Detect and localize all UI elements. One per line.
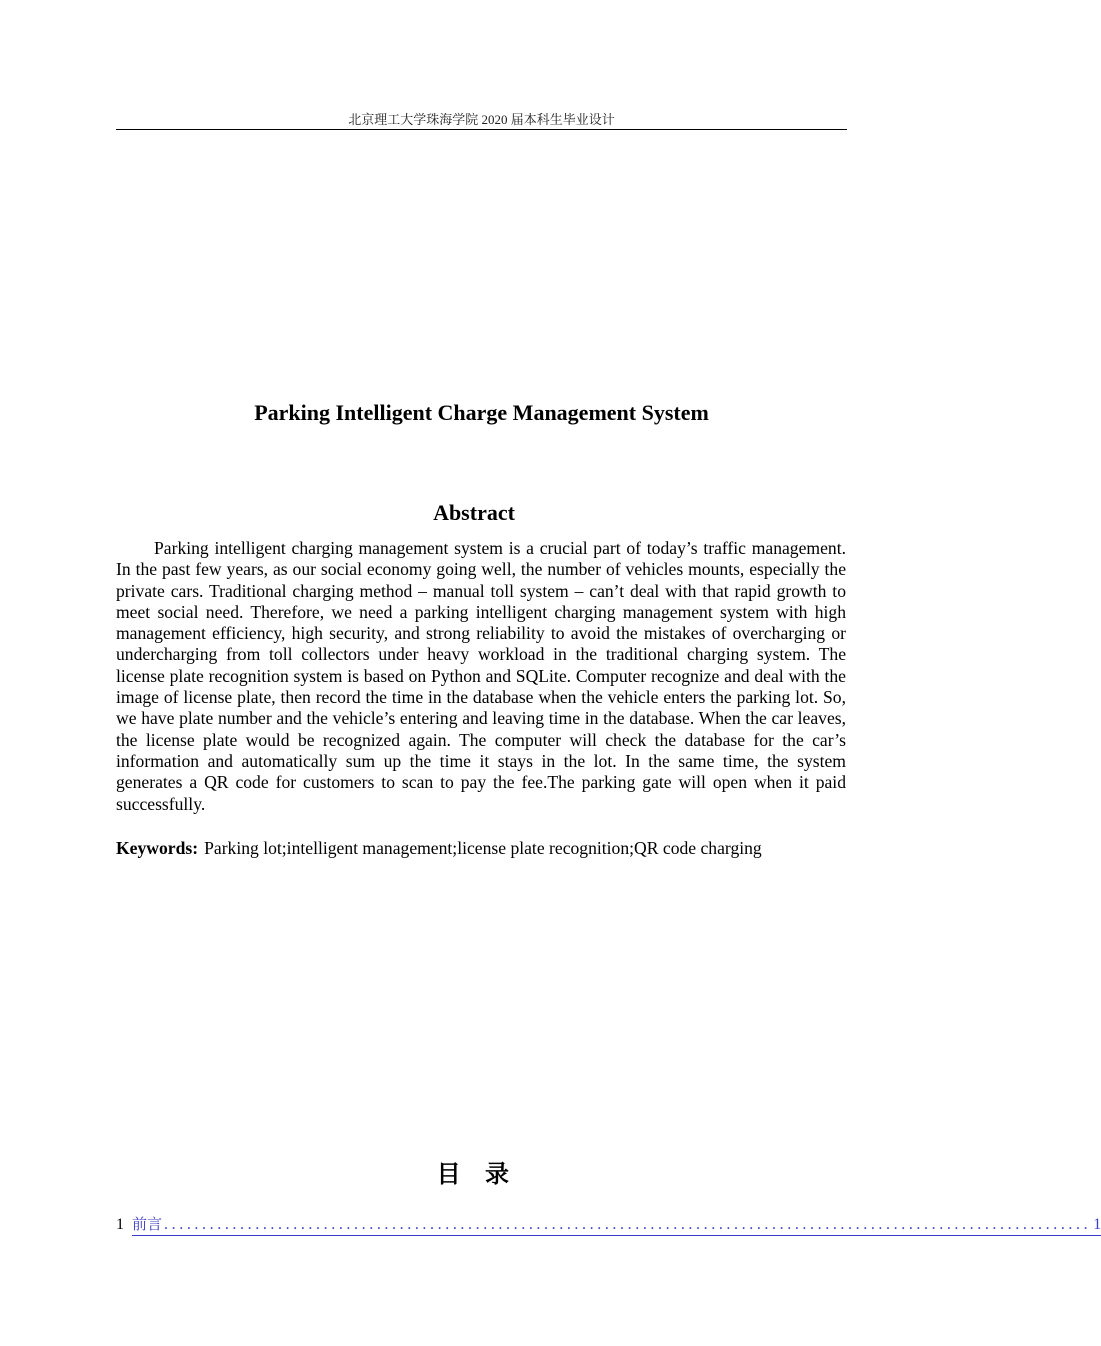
toc-entry-number: 1	[116, 1216, 124, 1233]
toc-entry-title: 前言	[132, 1215, 163, 1233]
abstract-heading: Abstract	[433, 500, 515, 525]
toc-heading	[116, 1159, 832, 1189]
toc-entry	[116, 1214, 1101, 1236]
page-header: 北京理工大学珠海学院 2020 届本科生毕业设计	[348, 112, 615, 127]
toc-entry-page: 1	[1093, 1216, 1101, 1233]
keywords-text: Parking lot;intelligent management;license plate recognition;QR code charging	[204, 838, 762, 858]
keywords-label: Keywords:	[116, 838, 199, 858]
toc-heading-char-1: 目	[436, 1160, 463, 1188]
toc-entry-dots: ..........................................................................................................................	[164, 1216, 1092, 1233]
header-rule	[116, 129, 847, 130]
toc-heading-char-2: 录	[485, 1160, 512, 1188]
document-title: Parking Intelligent Charge Management System	[254, 400, 709, 425]
keywords-line	[116, 838, 846, 859]
abstract-body: Parking intelligent charging management system is a crucial part of today’s traffic management. In the past few years, as our social economy going well, the number of vehicles mounts, especially the private cars. Traditional charging method – manual toll system – can’t deal with that rapid growth to meet social need. Therefore, we need a parking intelligent charging management system with high management efficiency, high security, and strong reliability to avoid the mistakes of overcharging or undercharging from toll collectors under heavy workload in the traditional charging system. The license plate recognition system is based on Python and SQLite. Computer recognize and deal with the image of license plate, then record the time in the database when the vehicle enters the parking lot. So, we have plate number and the vehicle’s entering and leaving time in the database. When the car leaves, the license plate would be recognized again. The computer will check the database for the car’s information and automatically sum up the time it stays in the lot. In the same time, the system generates a QR code for customers to scan to pay the fee.The parking gate will open when it paid successfully.	[116, 538, 846, 814]
toc-entry-link[interactable]	[132, 1214, 1101, 1236]
